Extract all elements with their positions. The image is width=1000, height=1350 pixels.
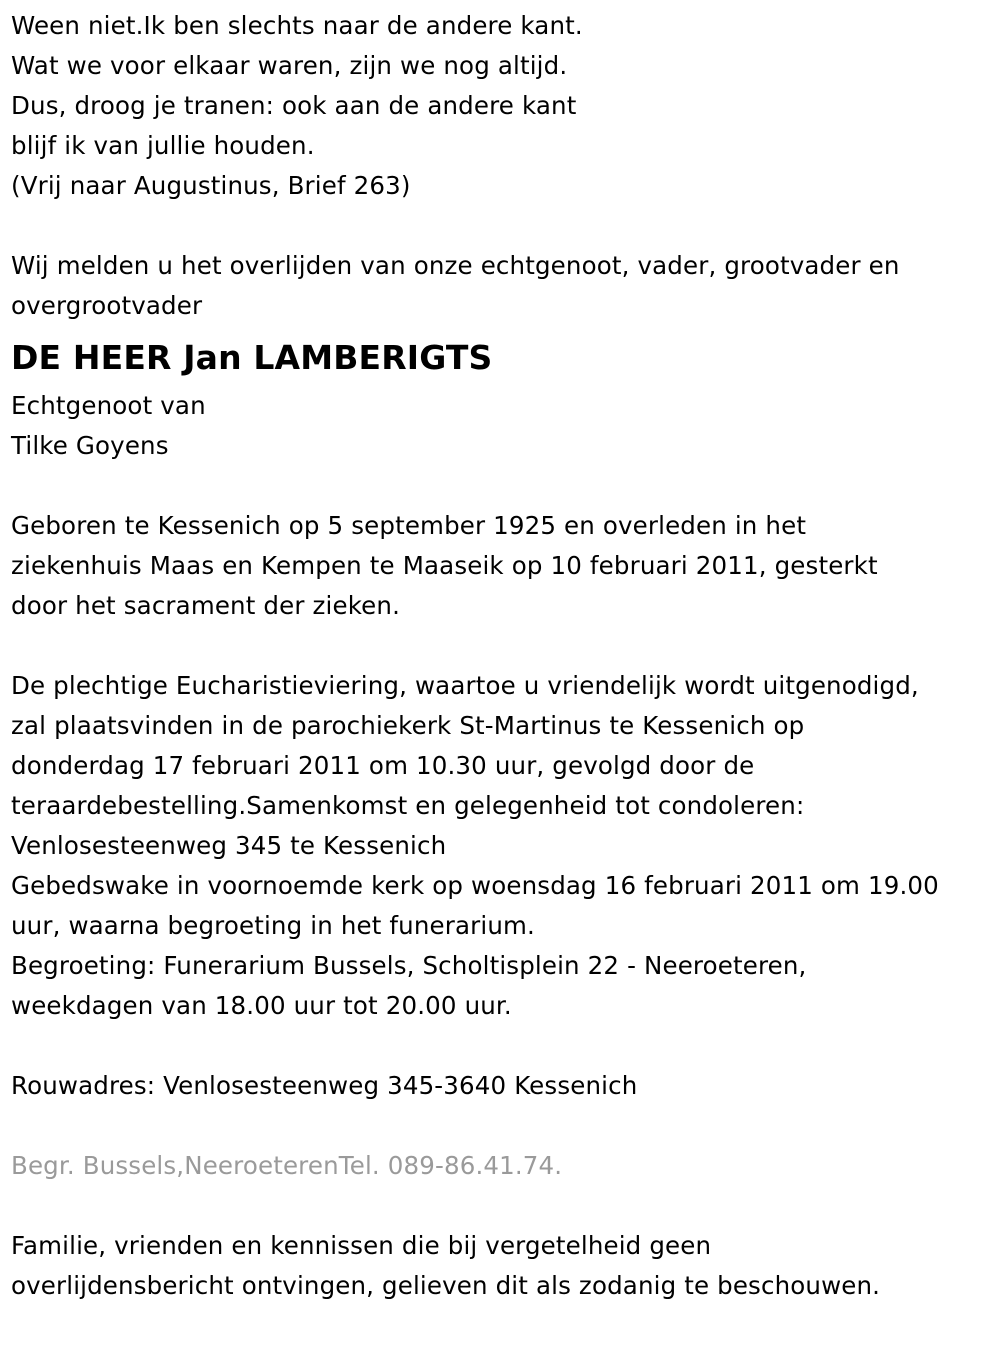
closing-line: Familie, vrienden en kennissen die bij vergetelheid geen [11, 1231, 712, 1260]
spacer [11, 1026, 991, 1066]
poem-line: blijf ik van jullie houden. [11, 131, 315, 160]
spouse-label: Echtgenoot van [11, 391, 206, 420]
closing-line: overlijdensbericht ontvingen, gelieven dit als zodanig te beschouwen. [11, 1271, 881, 1300]
birth-death-block [11, 506, 991, 626]
spacer [11, 466, 991, 506]
poem-block [11, 6, 991, 206]
ceremony-line: zal plaatsvinden in de parochiekerk St-Martinus te Kessenich op [11, 711, 805, 740]
spacer [11, 1106, 991, 1146]
ceremony-line: Venlosesteenweg 345 te Kessenich [11, 831, 447, 860]
intro-block [11, 246, 991, 326]
poem-attribution: (Vrij naar Augustinus, Brief 263) [11, 171, 411, 200]
deceased-name: DE HEER Jan LAMBERIGTS [11, 338, 493, 377]
ceremony-line: teraardebestelling.Samenkomst en gelegenheid tot condoleren: [11, 791, 805, 820]
poem-line: Ween niet.Ik ben slechts naar de andere kant. [11, 11, 583, 40]
spacer [11, 626, 991, 666]
birth-death-line: door het sacrament der zieken. [11, 591, 401, 620]
ceremony-line: weekdagen van 18.00 uur tot 20.00 uur. [11, 991, 512, 1020]
poem-line: Dus, droog je tranen: ook aan de andere kant [11, 91, 577, 120]
ceremony-block [11, 666, 991, 1026]
birth-death-line: Geboren te Kessenich op 5 september 1925 en overleden in het [11, 511, 807, 540]
spacer [11, 206, 991, 246]
intro-line: Wij melden u het overlijden van onze echtgenoot, vader, grootvader en [11, 251, 900, 280]
spacer [11, 1186, 991, 1226]
ceremony-line: Begroeting: Funerarium Bussels, Scholtisplein 22 - Neeroeteren, [11, 951, 807, 980]
undertaker-info: Begr. Bussels,NeeroeterenTel. 089-86.41.74. [11, 1151, 563, 1180]
ceremony-line: Gebedswake in voornoemde kerk op woensdag 16 februari 2011 om 19.00 [11, 871, 939, 900]
ceremony-line: donderdag 17 februari 2011 om 10.30 uur, gevolgd door de [11, 751, 755, 780]
ceremony-line: uur, waarna begroeting in het funerarium. [11, 911, 535, 940]
ceremony-line: De plechtige Eucharistieviering, waartoe u vriendelijk wordt uitgenodigd, [11, 671, 919, 700]
intro-line: overgrootvader [11, 291, 203, 320]
mourning-address: Rouwadres: Venlosesteenweg 345-3640 Kessenich [11, 1071, 638, 1100]
obituary-document [11, 6, 991, 1306]
birth-death-line: ziekenhuis Maas en Kempen te Maaseik op 10 februari 2011, gesterkt [11, 551, 878, 580]
spouse-name: Tilke Goyens [11, 431, 169, 460]
spouse-block [11, 386, 991, 466]
poem-line: Wat we voor elkaar waren, zijn we nog altijd. [11, 51, 568, 80]
closing-block [11, 1226, 991, 1306]
